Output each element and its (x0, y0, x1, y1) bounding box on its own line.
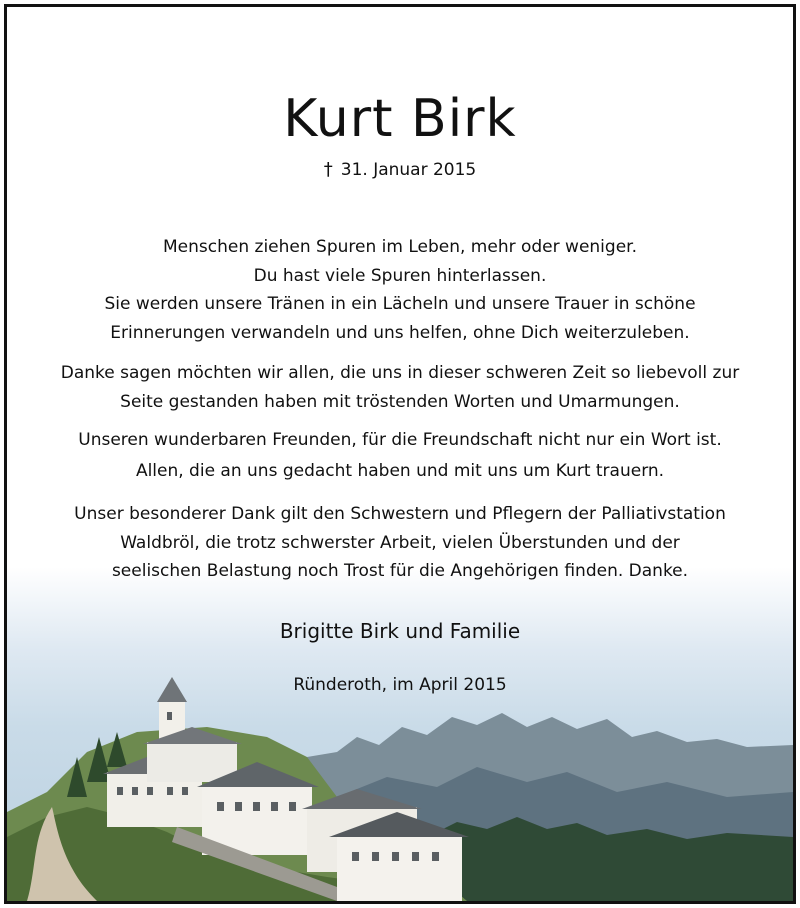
obituary-card (4, 4, 796, 904)
mountain-village-image (7, 567, 793, 901)
text-line: Sie werden unsere Tränen in ein Lächeln und unsere Trauer in schöne (104, 294, 696, 314)
cross-icon: † (323, 159, 333, 180)
paragraph-thanks (7, 359, 793, 416)
text-line: Erinnerungen verwandeln und uns helfen, ohne Dich weiterzuleben. (110, 322, 690, 343)
text-line: Waldbröl, die trotz schwerster Arbeit, vielen Überstunden und der (120, 532, 680, 553)
text-line: Allen, die an uns gedacht haben und mit uns um Kurt trauern. (135, 461, 665, 481)
paragraph-all (7, 457, 793, 486)
paragraph-palliative (7, 500, 793, 586)
paragraph-friends (7, 426, 793, 455)
text-line: Unser besonderer Dank gilt den Schwestern und Pflegern der Palliativstation (74, 504, 726, 524)
text-line: Unseren wunderbaren Freunden, für die Freundschaft nicht nur ein Wort ist. (78, 430, 722, 450)
text-line: Seite gestanden haben mit tröstenden Worten und Umarmungen. (120, 391, 680, 412)
text-line: seelischen Belastung noch Trost für die Angehörigen finden. Danke. (111, 561, 689, 581)
death-date: 31. Januar 2015 (340, 160, 477, 180)
place-date: Ründeroth, im April 2015 (293, 675, 507, 695)
death-date-line (7, 159, 793, 180)
text-line: Menschen ziehen Spuren im Leben, mehr oder weniger. (163, 237, 637, 257)
deceased-name: Kurt Birk (283, 89, 517, 149)
text-line: Du hast viele Spuren hinterlassen. (253, 265, 547, 286)
signature: Brigitte Birk und Familie (279, 619, 521, 643)
paragraph-memory (7, 233, 793, 347)
text-line: Danke sagen möchten wir allen, die uns in dieser schweren Zeit so liebevoll zur (60, 363, 740, 383)
